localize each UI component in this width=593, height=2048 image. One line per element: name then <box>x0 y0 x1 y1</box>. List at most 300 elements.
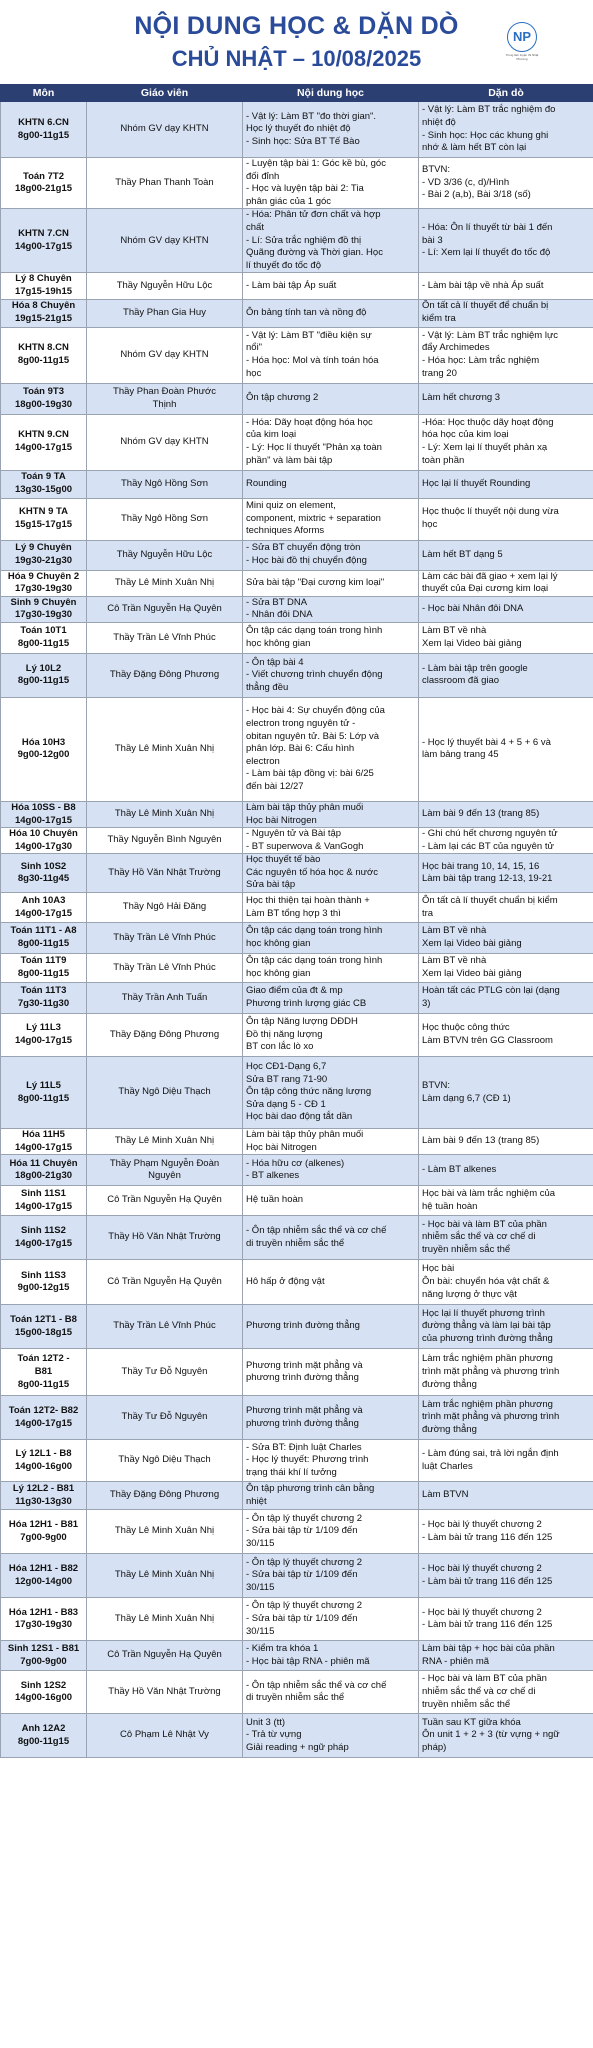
cell-line: nhớ & làm hết BT còn lại <box>422 142 527 154</box>
cell-line: Toán 9T3 <box>23 385 64 397</box>
notes-cell <box>419 954 593 983</box>
notes-cell <box>419 801 593 827</box>
notes-cell <box>419 1554 593 1598</box>
cell-line: Học bài <box>422 1263 455 1275</box>
cell-line: Học lý thuyết đo nhiệt độ <box>246 123 351 135</box>
cell-line: 13g30-15g00 <box>14 484 73 496</box>
teacher-cell <box>87 570 243 596</box>
cell-line: - Hóa: Phân tử đơn chất và hợp <box>246 209 381 221</box>
cell-line: 18g00-19g30 <box>14 398 73 410</box>
table-row <box>1 1260 593 1305</box>
content-cell <box>243 273 419 299</box>
cell-line: - Làm bài tập trên google <box>422 662 528 674</box>
teacher-cell <box>87 1129 243 1155</box>
notes-cell <box>419 1510 593 1554</box>
cell-line: Đồ thị năng lượng <box>246 1028 323 1040</box>
notes-cell <box>419 622 593 653</box>
cell-line: 8g00-11g15 <box>17 129 70 141</box>
content-cell <box>243 1671 419 1714</box>
teacher-cell <box>87 414 243 470</box>
cell-line: Thầy Phan Đoàn Phước <box>113 385 216 397</box>
cell-line: - Ghi chú hết chương nguyên tử <box>422 828 558 840</box>
cell-line: - Làm bài tử trang 116 đến 125 <box>422 1575 553 1587</box>
cell-line: Thầy Nguyễn Hữu Lộc <box>116 279 213 291</box>
teacher-cell <box>87 801 243 827</box>
subject-cell <box>1 1671 87 1714</box>
cell-line: Học bài dao động tắt dần <box>246 1111 353 1123</box>
subject-cell <box>1 954 87 983</box>
cell-line: BT con lắc lò xo <box>246 1041 314 1053</box>
cell-line: Thầy Ngô Hồng Sơn <box>120 512 209 524</box>
cell-line: làm bảng trang 45 <box>422 749 499 761</box>
notes-cell <box>419 1482 593 1510</box>
cell-line: 14g00-17g15 <box>14 1200 73 1212</box>
cell-line: truyền nhiễm sắc thể <box>422 1698 511 1710</box>
cell-line: Học lại lí thuyết Rounding <box>422 477 531 489</box>
cell-line: Làm trắc nghiệm phần phương <box>422 1398 553 1410</box>
table-row <box>1 1554 593 1598</box>
cell-line: - Học bài lý thuyết chương 2 <box>422 1563 542 1575</box>
table-row <box>1 383 593 414</box>
cell-line: Thầy Ngô Diệu Thạch <box>118 1454 211 1466</box>
cell-line: - Lí: Xem lại lí thuyết đo tốc độ <box>422 247 551 259</box>
cell-line: - Hóa học: Mol và tính toán hóa <box>246 355 379 367</box>
notes-cell <box>419 923 593 954</box>
teacher-cell <box>87 596 243 622</box>
content-cell <box>243 540 419 570</box>
notes-cell <box>419 1305 593 1349</box>
notes-cell <box>419 1155 593 1186</box>
cell-line: Tuần sau KT giữa khóa <box>422 1716 521 1728</box>
content-cell <box>243 102 419 158</box>
content-cell <box>243 1641 419 1671</box>
teacher-cell <box>87 1349 243 1396</box>
cell-line: Cô Trần Nguyễn Hạ Quyên <box>107 1194 222 1206</box>
cell-line: Hô hấp ở động vật <box>246 1275 325 1287</box>
cell-line: - Vật lý: Làm BT "điều kiện sự <box>246 329 372 341</box>
cell-line: KHTN 8.CN <box>18 342 69 354</box>
cell-line: - Học và luyện tập bài 2: Tia <box>246 183 364 195</box>
content-cell <box>243 1186 419 1216</box>
cell-line: Thầy Trần Lê Vĩnh Phúc <box>113 931 216 943</box>
cell-line: Thầy Tư Đỗ Nguyên <box>121 1411 208 1423</box>
cell-line: 14g00-16g00 <box>14 1460 73 1472</box>
teacher-cell <box>87 383 243 414</box>
cell-line: Lý 8 Chuyên <box>15 273 72 285</box>
cell-line: học <box>246 367 262 379</box>
content-cell <box>243 1129 419 1155</box>
teacher-cell <box>87 854 243 893</box>
table-row <box>1 893 593 923</box>
cell-line: Nhóm GV dạy KHTN <box>120 234 209 246</box>
cell-line: Sinh 11S3 <box>21 1269 66 1281</box>
table-body <box>1 102 593 1758</box>
table-row <box>1 1186 593 1216</box>
table-row <box>1 209 593 273</box>
cell-line: - Hóa hữu cơ (alkenes) <box>246 1157 345 1169</box>
cell-line: - Sửa bài tập từ 1/109 đến <box>246 1569 358 1581</box>
cell-line: Toán 7T2 <box>23 170 64 182</box>
teacher-cell <box>87 498 243 540</box>
cell-line: - Học bài Nhân đôi DNA <box>422 603 524 615</box>
cell-line: Thầy Hồ Văn Nhật Trường <box>108 1231 221 1243</box>
content-cell <box>243 1714 419 1758</box>
notes-cell <box>419 158 593 209</box>
notes-cell <box>419 1396 593 1440</box>
cell-line: Thầy Trần Lê Vĩnh Phúc <box>113 1320 216 1332</box>
teacher-cell <box>87 893 243 923</box>
cell-line: - Vật lý: Làm BT trắc nghiệm lực <box>422 329 559 341</box>
content-cell <box>243 158 419 209</box>
subject-cell <box>1 1260 87 1305</box>
content-cell <box>243 596 419 622</box>
teacher-cell <box>87 828 243 854</box>
cell-line: Sinh 11S2 <box>21 1225 66 1237</box>
notes-cell <box>419 828 593 854</box>
cell-line: - Sinh học: Học các khung ghi <box>422 129 549 141</box>
subject-cell <box>1 1057 87 1129</box>
cell-line: Lý 11L5 <box>26 1079 61 1091</box>
table-row <box>1 498 593 540</box>
content-cell <box>243 1440 419 1482</box>
subject-cell <box>1 1598 87 1641</box>
cell-line: 8g30-11g45 <box>17 873 70 885</box>
cell-line: Làm BT tổng hợp 3 thì <box>246 907 341 919</box>
content-cell <box>243 1155 419 1186</box>
logo-mark: NP <box>507 22 537 52</box>
cell-line: - Vật lý: Làm BT "đo thời gian". <box>246 110 377 122</box>
cell-line: năng lượng ở thực vật <box>422 1288 517 1300</box>
cell-line: luật Charles <box>422 1460 473 1472</box>
cell-line: Thầy Hồ Văn Nhật Trường <box>108 1685 221 1697</box>
cell-line: Thầy Đặng Đông Phương <box>109 1489 220 1501</box>
cell-line: đường thẳng <box>422 1424 477 1436</box>
cell-line: đường thẳng và làm lại bài tập <box>422 1320 551 1332</box>
cell-line: 17g30-19g30 <box>14 583 73 595</box>
cell-line: trình mặt phẳng và phương trình <box>422 1411 560 1423</box>
cell-line: - Làm bài tử trang 116 đến 125 <box>422 1531 553 1543</box>
cell-line: Phương trình mặt phẳng và <box>246 1359 363 1371</box>
cell-line: Thầy Lê Minh Xuân Nhị <box>114 808 215 820</box>
subject-cell <box>1 1129 87 1155</box>
table-row <box>1 1129 593 1155</box>
subject-cell <box>1 209 87 273</box>
teacher-cell <box>87 273 243 299</box>
cell-line: Thầy Trần Lê Vĩnh Phúc <box>113 631 216 643</box>
teacher-cell <box>87 983 243 1014</box>
subject-cell <box>1 1305 87 1349</box>
cell-line: di truyền nhiễm sắc thể <box>246 1237 345 1249</box>
cell-line: Hóa 10SS - B8 <box>11 801 76 813</box>
column-header-subject: Môn <box>1 85 87 102</box>
cell-line: Thầy Phạm Nguyễn Đoàn <box>109 1157 220 1169</box>
cell-line: Toán 12T2- B82 <box>8 1405 79 1417</box>
teacher-cell <box>87 1440 243 1482</box>
cell-line: Làm hết chương 3 <box>422 392 501 404</box>
teacher-cell <box>87 622 243 653</box>
cell-line: Làm bài tập thủy phân muối <box>246 801 364 813</box>
cell-line: Toán 12T1 - B8 <box>10 1314 77 1326</box>
table-row <box>1 1349 593 1396</box>
cell-line: Sinh 10S2 <box>20 860 67 872</box>
cell-line: - Làm BT alkenes <box>422 1163 497 1175</box>
subject-cell <box>1 1216 87 1260</box>
cell-line: Nhóm GV dạy KHTN <box>120 435 209 447</box>
cell-line: phân giác của 1 góc <box>246 195 332 207</box>
cell-line: Toán 9 TA <box>21 471 66 483</box>
notes-cell <box>419 1598 593 1641</box>
notes-cell <box>419 299 593 327</box>
cell-line: Ôn tập các dạng toán trong hình <box>246 625 383 637</box>
cell-line: Học thuyết tế bào <box>246 854 321 866</box>
cell-line: - Học bài lý thuyết chương 2 <box>422 1519 542 1531</box>
cell-line: Làm trắc nghiệm phần phương <box>422 1353 553 1365</box>
subject-cell <box>1 1510 87 1554</box>
cell-line: Hóa 11 Chuyên <box>9 1157 78 1169</box>
cell-line: - Vật lý: Làm BT trắc nghiệm đo <box>422 104 556 116</box>
notes-cell <box>419 596 593 622</box>
cell-line: Hệ tuần hoàn <box>246 1194 304 1206</box>
cell-line: Thầy Ngô Hải Đăng <box>122 901 207 913</box>
cell-line: - Làm bài tập về nhà Áp suất <box>422 279 544 291</box>
cell-line: nhiệt <box>246 1495 267 1507</box>
content-cell <box>243 1598 419 1641</box>
cell-line: - Học bài 4: Sự chuyển động của <box>246 705 385 717</box>
cell-line: - VD 3/36 (c, d)/Hình <box>422 176 510 188</box>
page-subtitle-date: CHỦ NHẬT – 10/08/2025 <box>171 46 422 71</box>
cell-line: đường thẳng <box>422 1378 477 1390</box>
cell-line: thẳng đều <box>246 681 289 693</box>
content-cell <box>243 954 419 983</box>
content-cell <box>243 209 419 273</box>
teacher-cell <box>87 923 243 954</box>
notes-cell <box>419 1714 593 1758</box>
cell-line: học <box>422 519 438 531</box>
cell-line: - Hóa học: Làm trắc nghiệm <box>422 355 540 367</box>
cell-line: của phương trình đường thẳng <box>422 1333 553 1345</box>
cell-line: component, mixtric + separation <box>246 512 381 524</box>
cell-line: Toán 11T1 - A8 <box>10 925 77 937</box>
cell-line: 7g30-11g30 <box>17 998 70 1010</box>
teacher-cell <box>87 653 243 697</box>
table-row <box>1 158 593 209</box>
subject-cell <box>1 1349 87 1396</box>
cell-line: Toán 11T3 <box>20 985 67 997</box>
cell-line: pháp) <box>422 1742 447 1754</box>
cell-line: trình mặt phẳng và phương trình <box>422 1365 560 1377</box>
cell-line: Sửa bài tập <box>246 879 296 891</box>
cell-line: Mini quiz on element, <box>246 500 336 512</box>
cell-line: - Ôn tập bài 4 <box>246 656 304 668</box>
cell-line: nhiễm sắc thể và cơ chế di <box>422 1231 536 1243</box>
notes-cell <box>419 209 593 273</box>
cell-line: Sinh 12S2 <box>20 1679 67 1691</box>
cell-line: 18g00-21g15 <box>14 183 73 195</box>
notes-cell <box>419 1641 593 1671</box>
teacher-cell <box>87 1186 243 1216</box>
subject-cell <box>1 1014 87 1057</box>
notes-cell <box>419 893 593 923</box>
teacher-cell <box>87 1482 243 1510</box>
cell-line: Quãng đường và Thời gian. Học <box>246 247 383 259</box>
subject-cell <box>1 1440 87 1482</box>
teacher-cell <box>87 470 243 498</box>
cell-line: Ôn tập công thức năng lượng <box>246 1086 372 1098</box>
cell-line: Thầy Lê Minh Xuân Nhị <box>114 1612 215 1624</box>
cell-line: 19g30-21g30 <box>14 555 73 567</box>
notes-cell <box>419 1260 593 1305</box>
cell-line: Thầy Lê Minh Xuân Nhị <box>114 743 215 755</box>
cell-line: phương trình đường thẳng <box>246 1372 359 1384</box>
cell-line: - Nhân đôi DNA <box>246 609 313 621</box>
cell-line: 8g00-11g15 <box>17 1735 70 1747</box>
content-cell <box>243 1260 419 1305</box>
table-row <box>1 1396 593 1440</box>
content-cell <box>243 470 419 498</box>
cell-line: phương trình đường thẳng <box>246 1417 359 1429</box>
cell-line: 17g30-19g30 <box>14 609 73 621</box>
cell-line: Sinh 12S1 - B81 <box>7 1643 80 1655</box>
cell-line: - Viết chương trình chuyển động <box>246 669 383 681</box>
cell-line: học không gian <box>246 637 311 649</box>
cell-line: Unit 3 (tt) <box>246 1716 286 1728</box>
cell-line: Thầy Tư Đỗ Nguyên <box>121 1365 208 1377</box>
cell-line: Học bài Nitrogen <box>246 814 317 826</box>
table-row <box>1 540 593 570</box>
cell-line: Phương trình mặt phẳng và <box>246 1405 363 1417</box>
cell-line: 14g00-17g15 <box>14 240 73 252</box>
notes-cell <box>419 983 593 1014</box>
cell-line: của kim loại <box>246 429 297 441</box>
subject-cell <box>1 1641 87 1671</box>
cell-line: - Làm bài tập đồng vị: bài 6/25 <box>246 768 374 780</box>
notes-cell <box>419 470 593 498</box>
cell-line: 14g00-17g15 <box>14 1035 73 1047</box>
cell-line: nổi" <box>246 342 263 354</box>
cell-line: 14g00-16g00 <box>14 1692 73 1704</box>
notes-cell <box>419 570 593 596</box>
cell-line: Làm bài tập + học bài của phần <box>422 1643 555 1655</box>
cell-line: Ôn tập các dạng toán trong hình <box>246 955 383 967</box>
teacher-cell <box>87 954 243 983</box>
content-cell <box>243 414 419 470</box>
table-row <box>1 1641 593 1671</box>
subject-cell <box>1 1186 87 1216</box>
cell-line: Thầy Trần Anh Tuấn <box>121 991 208 1003</box>
cell-line: Hóa 10 Chuyên <box>9 828 78 840</box>
cell-line: 30/115 <box>246 1538 275 1550</box>
cell-line: Anh 10A3 <box>21 894 66 906</box>
cell-line: thuyết của Đại cương kim loại <box>422 583 549 595</box>
cell-line: - Hóa: Dãy hoạt động hóa học <box>246 416 373 428</box>
cell-line: học không gian <box>246 968 311 980</box>
cell-line: Anh 12A2 <box>21 1723 66 1735</box>
subject-cell <box>1 1554 87 1598</box>
cell-line: 12g00-14g00 <box>14 1575 73 1587</box>
table-row <box>1 102 593 158</box>
cell-line: techniques Aforms <box>246 525 325 537</box>
cell-line: nhiệt độ <box>422 116 456 128</box>
subject-cell <box>1 653 87 697</box>
cell-line: Lý 11L3 <box>26 1022 61 1034</box>
notes-cell <box>419 1671 593 1714</box>
cell-line: 14g00-17g15 <box>14 1237 73 1249</box>
cell-line: - Nguyên tử và Bài tập <box>246 828 342 840</box>
table-row <box>1 653 593 697</box>
cell-line: - BT alkenes <box>246 1170 300 1182</box>
cell-line: Sửa dạng 5 - CĐ 1 <box>246 1098 326 1110</box>
cell-line: 7g00-9g00 <box>20 1531 67 1543</box>
teacher-cell <box>87 1554 243 1598</box>
cell-line: Thầy Phan Thanh Toàn <box>115 176 214 188</box>
cell-line: 7g00-9g00 <box>20 1655 67 1667</box>
cell-line: Thầy Ngô Diệu Thạch <box>118 1086 211 1098</box>
logo-tagline: Trung tâm luyện thi Nhật Phương <box>505 53 539 61</box>
cell-line: đến bài 12/27 <box>246 780 304 792</box>
notes-cell <box>419 854 593 893</box>
cell-line: Xem lại Video bài giảng <box>422 968 522 980</box>
cell-line: lí thuyết đo tốc độ <box>246 259 321 271</box>
cell-line: Thầy Lê Minh Xuân Nhị <box>114 1135 215 1147</box>
subject-cell <box>1 893 87 923</box>
content-cell <box>243 653 419 697</box>
teacher-cell <box>87 1057 243 1129</box>
notes-cell <box>419 1440 593 1482</box>
cell-line: Học bài Nitrogen <box>246 1141 317 1153</box>
content-cell <box>243 983 419 1014</box>
cell-line: 8g00-11g15 <box>17 968 70 980</box>
subject-cell <box>1 383 87 414</box>
cell-line: Thầy Nguyễn Hữu Lộc <box>116 548 213 560</box>
cell-line: Cô Phạm Lê Nhật Vy <box>120 1729 209 1741</box>
cell-line: - Ôn tập nhiễm sắc thể và cơ chế <box>246 1225 387 1237</box>
table-header-row <box>1 85 593 102</box>
cell-line: 14g00-17g15 <box>14 1141 73 1153</box>
content-cell <box>243 1305 419 1349</box>
content-cell <box>243 1349 419 1396</box>
cell-line: - Làm đúng sai, trả lời ngắn định <box>422 1448 559 1460</box>
cell-line: - BT superwova & VanGogh <box>246 840 364 852</box>
cell-line: - Làm bài tử trang 116 đến 125 <box>422 1619 553 1631</box>
content-cell <box>243 383 419 414</box>
notes-cell <box>419 1186 593 1216</box>
table-row <box>1 327 593 383</box>
cell-line: 14g00-17g15 <box>14 814 73 826</box>
cell-line: Lý 9 Chuyên <box>15 542 72 554</box>
cell-line: - Sửa BT chuyển động tròn <box>246 542 361 554</box>
cell-line: Giải reading + ngữ pháp <box>246 1742 349 1754</box>
teacher-cell <box>87 1014 243 1057</box>
cell-line: trang 20 <box>422 367 457 379</box>
subject-cell <box>1 983 87 1014</box>
table-row <box>1 801 593 827</box>
content-cell <box>243 923 419 954</box>
cell-line: 8g00-11g15 <box>17 637 70 649</box>
subject-cell <box>1 102 87 158</box>
cell-line: 8g00-11g15 <box>17 1092 70 1104</box>
cell-line: Xem lại Video bài giảng <box>422 938 522 950</box>
cell-line: Làm bài 9 đến 13 (trang 85) <box>422 1135 540 1147</box>
teacher-cell <box>87 540 243 570</box>
teacher-cell <box>87 327 243 383</box>
cell-line: Hóa 10H3 <box>21 736 66 748</box>
subject-cell <box>1 414 87 470</box>
cell-line: 8g00-11g15 <box>17 1378 70 1390</box>
notes-cell <box>419 102 593 158</box>
page-title: NỘI DUNG HỌC & DẶN DÒ <box>134 12 459 40</box>
cell-line: Cô Trần Nguyễn Hạ Quyên <box>107 1649 222 1661</box>
cell-line: - Sinh học: Sửa BT Tế Bào <box>246 135 360 147</box>
